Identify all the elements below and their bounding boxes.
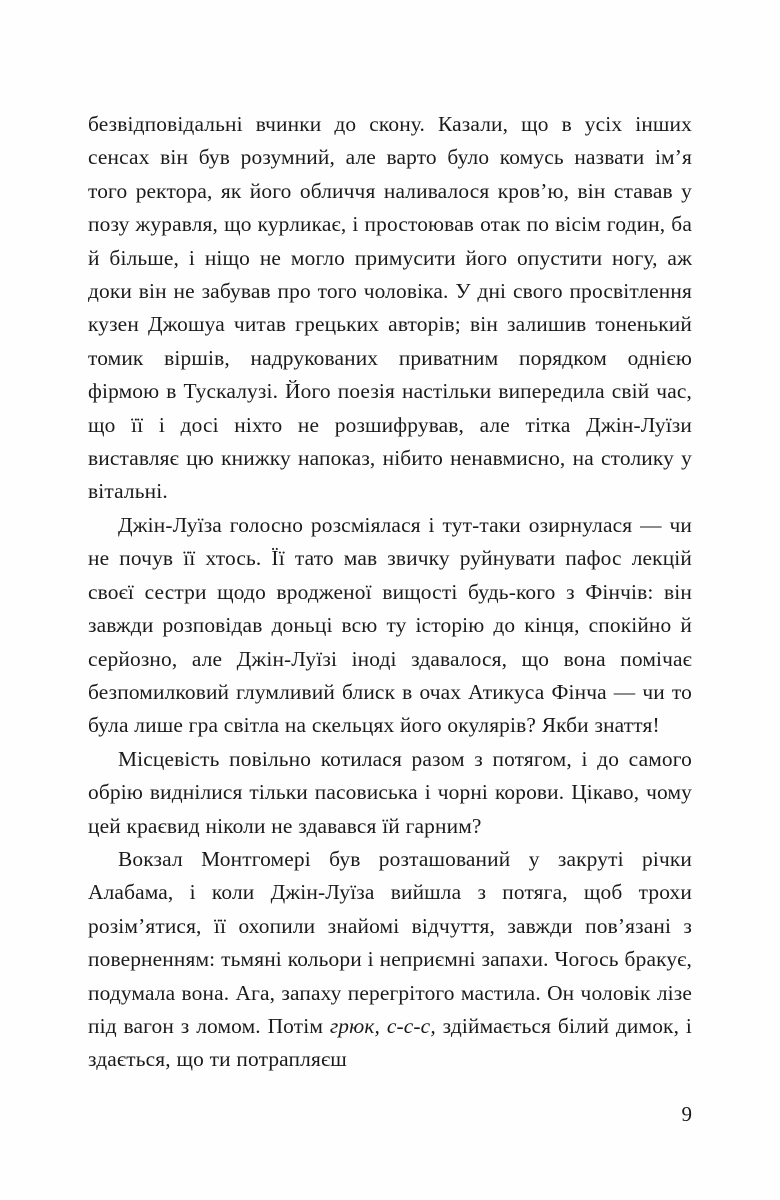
- paragraph-4: [88, 843, 692, 1077]
- paragraph-3: Місцевість повільно котилася разом з потягом, і до самого обрію виднілися тільки пасовиська і чорні корови. Цікаво, чому цей краєвид ніколи не здавався їй гарним?: [88, 746, 692, 838]
- paragraph-4-run-italic: грюк, с-с-с,: [329, 1013, 436, 1038]
- paragraph-4-run-normal-1: Вокзал Монтгомері був розташований у закруті річки Алабама, і коли Джін-Луїза вийшла з потяга, щоб трохи розім’ятися, її охопили знайомі відчуття, завжди пов’язані з поверненням: тьмяні кольори і неприємні запахи. Чогось бракує, подумала вона. Ага, запаху перегрітого мастила. Он чоловік лізе під вагон з ломом. Потім: [88, 846, 692, 1038]
- page-number: 9: [681, 1102, 692, 1126]
- page-text-block: [88, 108, 692, 1077]
- paragraph-1: безвідповідальні вчинки до скону. Казали, що в усіх інших сенсах він був розумний, але варто було комусь назвати ім’я того ректора, як його обличчя наливалося кров’ю, він ставав у позу журавля, що курликає, і простоював отак по вісім годин, ба й більше, і ніщо не могло примусити його опустити ногу, аж доки він не забував про того чоловіка. У дні свого просвітлення кузен Джошуа читав грецьких авторів; він залишив тоненький томик віршів, надрукованих приватним порядком однією фірмою в Тускалузі. Його поезія настільки випередила свій час, що її і досі ніхто не розшифрував, але тітка Джін-Луїзи виставляє цю книжку напоказ, нібито ненавмисно, на столику у вітальні.: [88, 112, 692, 504]
- paragraph-4-run-normal-2: здіймається білий димок, і здається, що ти потрапляєш: [88, 1013, 692, 1072]
- paragraph-2: Джін-Луїза голосно розсміялася і тут-таки озирнулася — чи не почув її хтось. Її тато мав звичку руйнувати пафос лекцій своєї сестри щодо вродженої вищості будь-кого з Фінчів: він завжди розповідав доньці всю ту історію до кінця, спокійно й серйозно, але Джін-Луїзі іноді здавалося, що вона помічає безпомилковий глумливий блиск в очах Атикуса Фінча — чи то була лише гра світла на скельцях його окулярів? Якби знаття!: [88, 512, 692, 738]
